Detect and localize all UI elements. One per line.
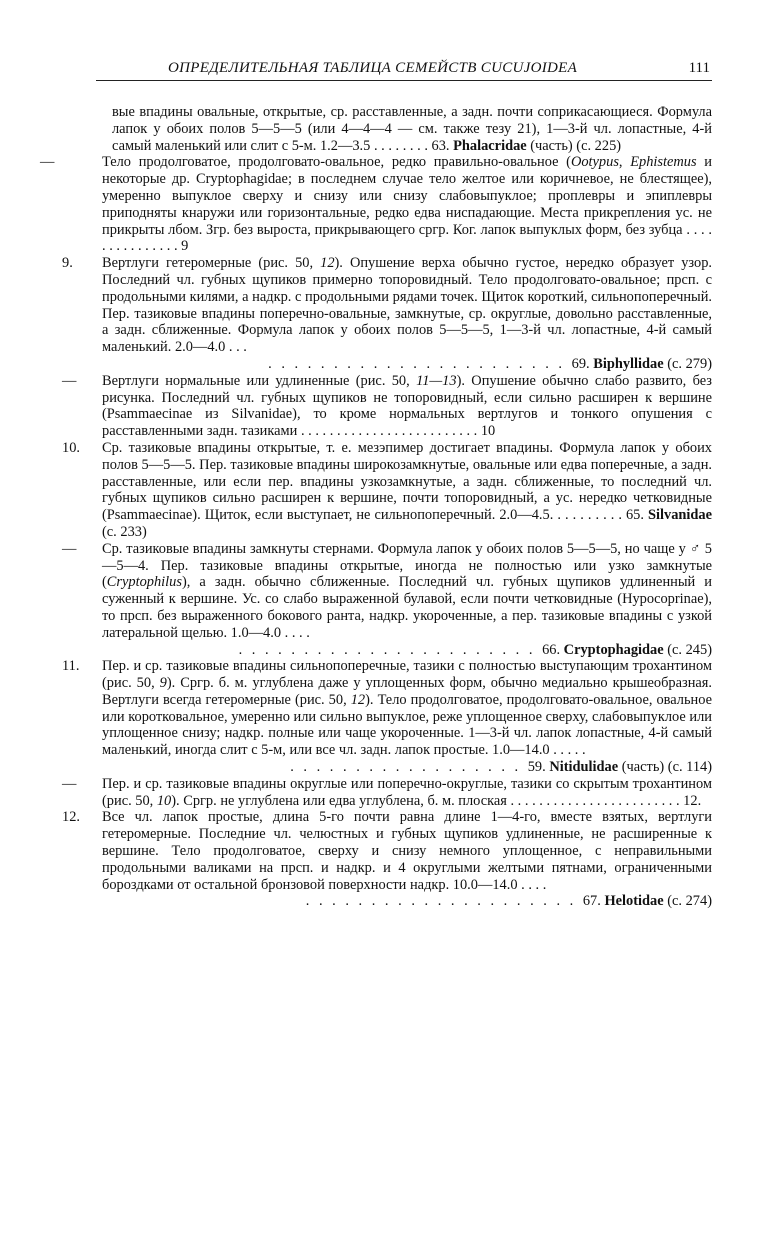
family-reference: (с. 245) [667, 641, 712, 658]
entry-text: Ср. тазиковые впадины открытые, т. е. мезэпимер достигает впадины. Формула лапок у обоих полов 5—5—5. Пер. тазиковые впадины широкозамкнутые, овальные или едва поперечные, а задн. расставленные, или если пер. впадины узкозамкнутые, а задн. сближенные, то последний чл. губных щупиков сильно расширен к вершине, почти топоровидный, а ус. нередко четковидные (Psammaecinae). Щиток, если выступает, не сильнопоперечный. 2.0—4.5. . . . . . . . . . 65. [102, 439, 712, 524]
family-number: 59. [527, 759, 546, 776]
figure-ref: 11—13 [416, 372, 457, 389]
entry-text: Вертлуги гетеромерные (рис. 50, [102, 255, 321, 272]
entry-mark: 12. [62, 809, 80, 826]
family-reference: (с. 233) [102, 523, 147, 540]
leader-dots: . . . . . . . . . . . . . . . . . . . . . . . . [510, 792, 684, 809]
entry-mark: — [62, 372, 77, 389]
entry-text: ). Сргр. не углублена или едва углублена, б. м. плоская [171, 792, 507, 809]
entry-mark: — [62, 775, 77, 792]
entry-text: Пер. и ср. тазиковые впадины округлые или поперечно-округлые, тазики со скрытым трохантином (рис. 50, [102, 775, 712, 809]
figure-ref: 10 [156, 792, 172, 809]
entry-text: ). Опушение обычно слабо развито, без рисунка. Последний чл. губных щупиков не топоровидный, если сильно расширен к вершине (Psammaecinae из Silvanidae), то кроме нормальных вертлугов и тонкого опушения с расставленными задн. тазиками [102, 372, 712, 440]
running-header [96, 60, 712, 81]
leader-dots: . . . . . . . . . . . . . . . . . . . . . . . [238, 641, 543, 658]
key-entry-9 [62, 255, 712, 373]
page-number: 111 [688, 60, 710, 76]
running-title: ОПРЕДЕЛИТЕЛЬНАЯ ТАБЛИЦА СЕМЕЙСТВ CUCUJOIDEA [168, 60, 578, 76]
entry-result [102, 642, 712, 659]
family-reference: (с. 274) [667, 893, 712, 910]
family-name: Biphyllidae [593, 355, 664, 372]
entry-text: Все чл. лапок простые, длина 5-го почти равна длине 1—4-го, вместе взятых, вертлуги гетеромерные. Последние чл. челюстных и губных щупиков удлиненные, не расширенные к вершине. Тело продолговатое, сверху и снизу немного уплощенное, с неправильными продольными валиками на прсп. и надкр. и 4 округлыми желтыми пятнами, ограниченными бороздками от остальной бронзовой поверхности надкр. 10.0—14.0 . . . . [102, 809, 712, 893]
key-entry-9-alt [62, 373, 712, 440]
family-name: Helotidae [604, 893, 664, 910]
family-reference: (с. 279) [667, 355, 712, 372]
key-entry-10 [62, 440, 712, 541]
figure-ref: 9 [159, 675, 167, 692]
family-name: Phalacridae [453, 137, 527, 154]
entry-text: ). Сргр. б. м. углублена даже у уплощенных форм, обычно медиально крышеобразная. Вертлуги всегда гетеромерные (рис. 50, [102, 675, 713, 708]
key-entry-10-alt [62, 541, 712, 659]
leader-dots: . . . . . . . . . . . . . . . . . . . . . . . [268, 355, 572, 372]
entry-mark: — [40, 154, 55, 171]
entry-result [102, 356, 712, 373]
entry-mark: 11. [62, 658, 80, 675]
family-reference: (часть) (с. 225) [530, 137, 622, 154]
lead-to-couplet: 9 [181, 238, 189, 255]
family-number: 66. [542, 641, 561, 658]
family-number: 69. [571, 355, 590, 372]
entry-text: и некоторые др. Cryptophagidae; в последнем случае тело желтое или коричневое, не блестящее), умеренно выпуклое сверху и снизу или снизу слабовыпуклое; проплевры и эпиплевры приподняты кнаружи или горизонтальные, редко едва ниспадающие. Места прикрепления ус. не прикрыты лбом. Згр. без выроста, прикрывающего сргр. Ког. лапок выпуклых форм, без зубца [102, 154, 712, 238]
entry-mark: — [62, 540, 77, 557]
entry-result [102, 759, 712, 776]
entry-mark: 10. [62, 439, 80, 456]
family-reference: (часть) (с. 114) [621, 759, 712, 776]
entry-text: ), а задн. обычно сближенные. Последний чл. губных щупиков удлиненный и суженный к вершине. Ус. со слабо выраженной булавой, если почти четковидные (Hypocoprinae), то прсп. без выраженного бокового ранта, надкр. укороченные, а пер. тазиковые впадины с узкой латеральной щелью. 1.0—4.0 . . . . [102, 574, 712, 641]
leader-dots: . . . . . . . . . . . . . . . [102, 221, 712, 255]
family-name: Cryptophagidae [563, 641, 664, 658]
figure-ref: 12 [350, 691, 366, 708]
family-name: Silvanidae [648, 507, 712, 524]
leader-dots: . . . . . . . . . . . . . . . . . . . . . [305, 893, 583, 910]
key-entry-11 [62, 658, 712, 776]
entry-text: Тело продолговатое, продолговато-овальное, редко правильно-овальное ( [102, 154, 571, 171]
genus-name: Cryptophilus [106, 574, 182, 591]
entry-text: ). Тело продолговатое, продолговато-овальное, овальное или коротковальное, умеренно или сильно выпуклое, реже уплощенное сверху, слабовыпуклое или уплощенное снизу; надкр. полные или чаще укороченные. 1—3-й чл. лапок лопастные, 4-й самый маленький, иногда слит с 5-м, или все чл. задн. лапок простые. 1.0—14.0 . . . . . [102, 691, 712, 759]
leader-dots: . . . . . . . . . . . . . . . . . . [290, 759, 528, 776]
key-entry-12 [62, 809, 712, 910]
lead-to-couplet: 10 [480, 423, 496, 440]
lead-to-couplet: 12. [683, 792, 702, 809]
entry-text: Вертлуги нормальные или удлиненные (рис. 50, [102, 372, 417, 389]
leader-dots: . . . . . . . . . . . . . . . . . . . . . . . . . [300, 423, 481, 440]
entry-text: Пер. и ср. тазиковые впадины сильнопоперечные, тазики с полностью выступающим трохантином (рис. 50, [102, 658, 712, 692]
key-entry-8-alt [40, 154, 712, 255]
figure-ref: 12 [320, 255, 335, 272]
entry-mark: 9. [62, 255, 73, 272]
key-table-body [40, 104, 713, 910]
key-entry-11-alt [62, 776, 712, 810]
family-name: Nitidulidae [549, 759, 619, 776]
entry-text: , [618, 154, 631, 171]
key-entry-8-continuation [62, 104, 712, 154]
family-number: 67. [582, 893, 601, 910]
genus-name: Ootypus [570, 154, 619, 171]
entry-result [102, 893, 712, 910]
entry-text: ). Опушение верха обычно густое, нередко образует узор. Последний чл. губных щупиков примерно топоровидный. Тело продолговато-овальное; прсп. с продольными килями, а надкр. с продольными рядами точек. Щиток короткий, сильнопоперечный. Пер. тазиковые впадины поперечно-овальные, замкнутые, ср. округлые, довольно расставленные, а задн. сближенные. Формула лапок у обоих полов 5—5—5, 1—3-й чл. лопастные, 4-й самый маленький. 2.0—4.0 . . . [102, 255, 712, 356]
genus-name: Ephistemus [630, 154, 697, 171]
entry-text: вые впадины овальные, открытые, ср. расставленные, а задн. почти соприкасающиеся. Формула лапок у обоих полов 5—5—5 (или 4—4—4 — см. также тезу 21), 1—3-й чл. лопастные, 4-й самый маленький или слит с 5-м. 1.2—3.5 . . . . . . . . 63. [112, 104, 712, 154]
entry-text: Ср. тазиковые впадины замкнуты стернами. Формула лапок у обоих полов 5—5—5, но чаще у ♂ 5—5—4. Пер. тазиковые впадины открытые, иногда не полностью или узко замкнутые ( [102, 540, 712, 591]
